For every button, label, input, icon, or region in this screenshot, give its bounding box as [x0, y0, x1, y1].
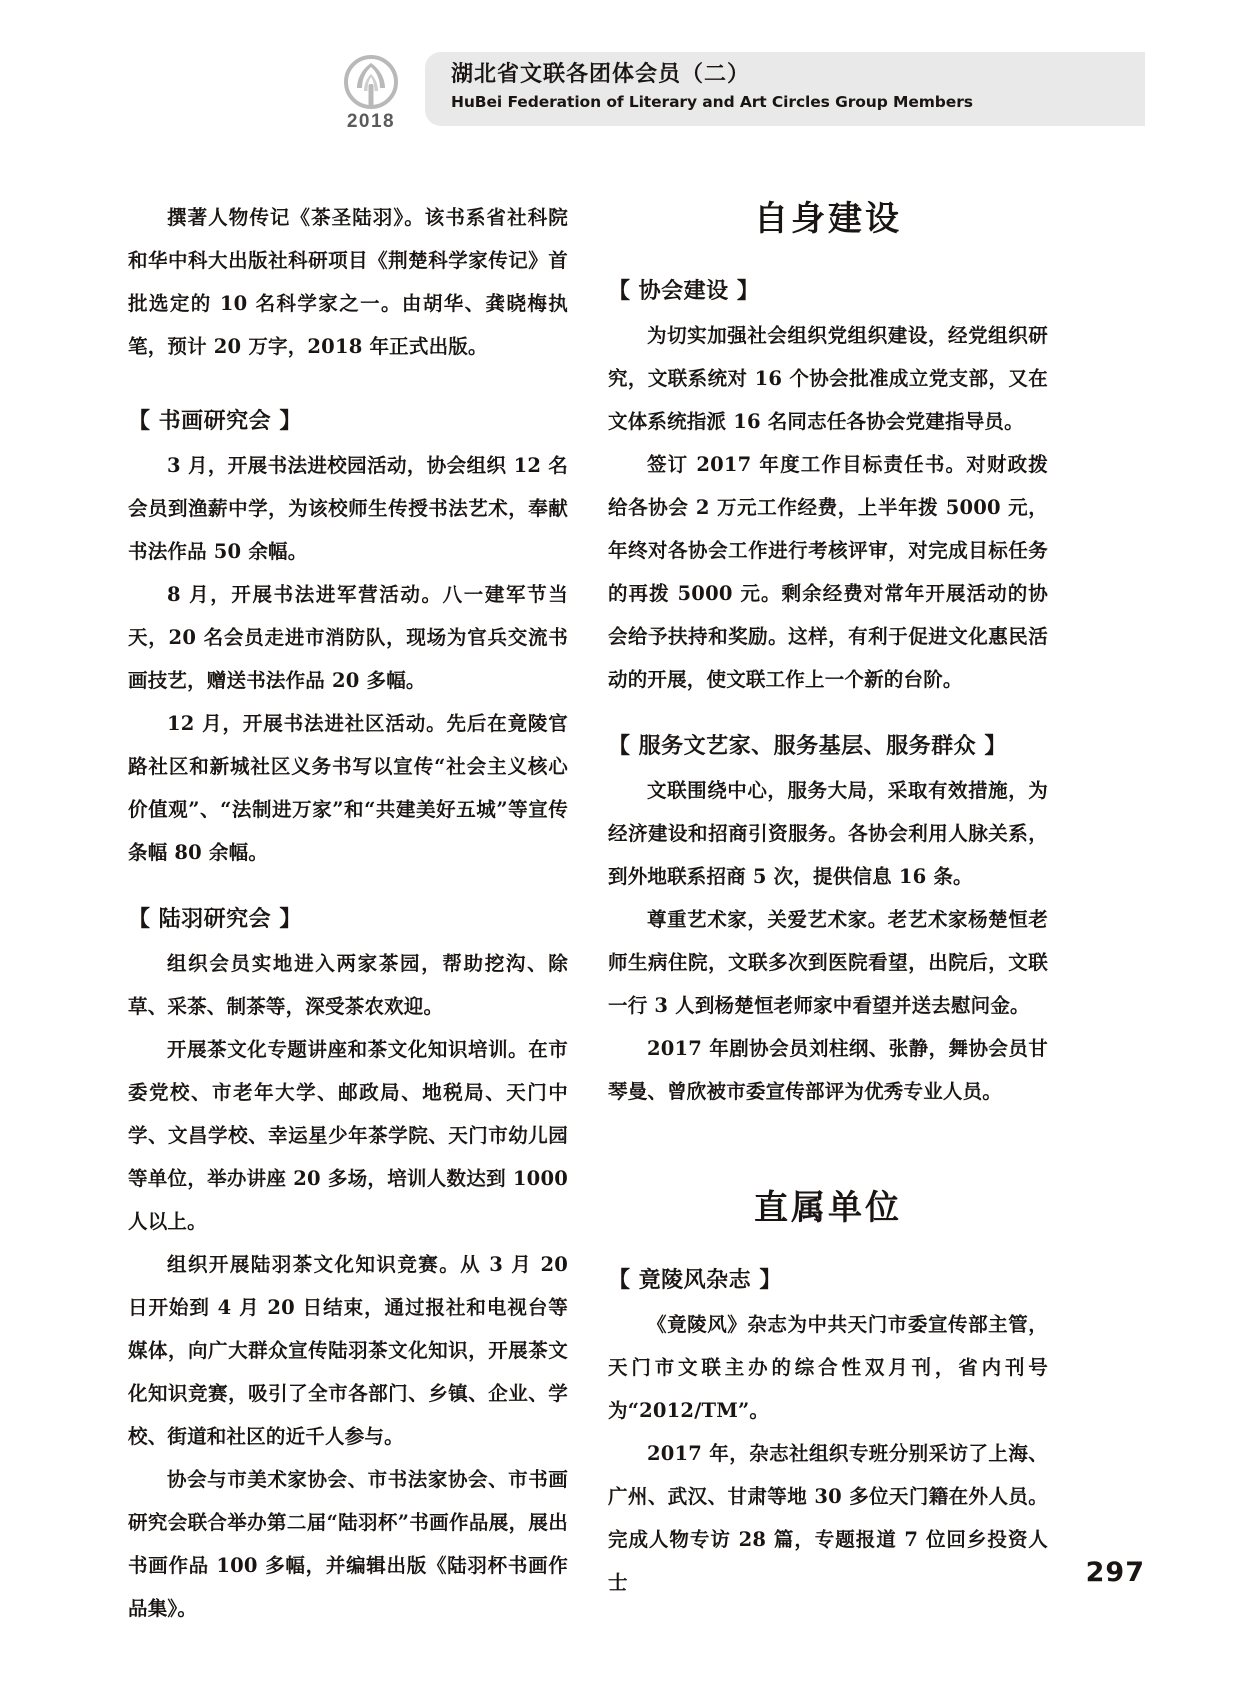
logo-block	[323, 52, 419, 133]
paragraph: 3 月，开展书法进校园活动，协会组织 12 名会员到渔薪中学，为该校师生传授书法艺术，奉献书法作品 50 余幅。	[128, 454, 568, 563]
paragraph: 12 月，开展书法进社区活动。先后在竟陵官路社区和新城社区义务书写以宣传“社会主义核心价值观”、“法制进万家”和“共建美好五城”等宣传条幅 80 余幅。	[128, 712, 568, 864]
major-section-title-zishen-jianshe: 自身建设	[754, 199, 902, 239]
paragraph: 组织开展陆羽茶文化知识竞赛。从 3 月 20 日开始到 4 月 20 日结束，通过报社和电视台等媒体，向广大群众宣传陆羽茶文化知识，开展茶文化知识竞赛，吸引了全市各部门、乡镇、企业、学校、街道和社区的近千人参与。	[128, 1253, 568, 1448]
logo-year: 2018	[346, 111, 396, 132]
section-heading-luyu-yanjiuhui: 【 陆羽研究会 】	[128, 907, 302, 932]
section-heading-fuwu-wenyijia: 【 服务文艺家、服务基层、服务群众 】	[608, 734, 1007, 759]
paragraph: 尊重艺术家，关爱艺术家。老艺术家杨楚恒老师生病住院，文联多次到医院看望，出院后，文联一行 3 人到杨楚恒老师家中看望并送去慰问金。	[608, 908, 1048, 1017]
header-banner	[425, 52, 1145, 126]
paragraph: 协会与市美术家协会、市书法家协会、市书画研究会联合举办第二届“陆羽杯”书画作品展，展出书画作品 100 多幅，并编辑出版《陆羽杯书画作品集》。	[128, 1468, 568, 1620]
paragraph: 撰著人物传记《茶圣陆羽》。该书系省社科院和华中科大出版社科研项目《荆楚科学家传记》首批选定的 10 名科学家之一。由胡华、龚晓梅执笔，预计 20 万字，2018 年正式出版。	[128, 206, 568, 358]
paragraph: 为切实加强社会组织党组织建设，经党组织研究，文联系统对 16 个协会批准成立党支部，又在文体系统指派 16 名同志任各协会党建指导员。	[608, 324, 1048, 433]
header-inner	[323, 52, 1145, 133]
paragraph: 8 月，开展书法进军营活动。八一建军节当天，20 名会员走进市消防队，现场为官兵交流书画技艺，赠送书法作品 20 多幅。	[128, 583, 568, 692]
paragraph: 2017 年剧协会员刘柱纲、张静，舞协会员甘琴曼、曾欣被市委宣传部评为优秀专业人员。	[608, 1037, 1048, 1103]
header-title-english: HuBei Federation of Literary and Art Circles Group Members	[451, 92, 973, 111]
paragraph: 2017 年，杂志社组织专班分别采访了上海、广州、武汉、甘肃等地 30 多位天门籍在外人员。完成人物专访 28 篇，专题报道 7 位回乡投资人士	[608, 1442, 1048, 1594]
paragraph: 开展茶文化专题讲座和茶文化知识培训。在市委党校、市老年大学、邮政局、地税局、天门中学、文昌学校、幸运星少年茶学院、天门市幼儿园等单位，举办讲座 20 多场，培训人数达到 1000 人以上。	[128, 1038, 568, 1233]
major-section-title-zhishu-danwei: 直属单位	[754, 1188, 902, 1228]
paragraph: 《竟陵风》杂志为中共天门市委宣传部主管，天门市文联主办的综合性双月刊，省内刊号为“2012/TM”。	[608, 1313, 1048, 1422]
paragraph: 文联围绕中心，服务大局，采取有效措施，为经济建设和招商引资服务。各协会利用人脉关系，到外地联系招商 5 次，提供信息 16 条。	[608, 779, 1048, 888]
header-title-chinese: 湖北省文联各团体会员（二）	[451, 62, 751, 87]
left-column	[128, 196, 568, 1630]
paragraph: 组织会员实地进入两家茶园，帮助挖沟、除草、采茶、制茶等，深受茶农欢迎。	[128, 952, 568, 1018]
page-number: 297	[1085, 1557, 1145, 1588]
section-heading-xiehui-jianshe: 【 协会建设 】	[608, 279, 760, 304]
section-heading-shuhua-yanjiuhui: 【 书画研究会 】	[128, 409, 302, 434]
paragraph: 签订 2017 年度工作目标责任书。对财政拨给各协会 2 万元工作经费，上半年拨 5000 元，年终对各协会工作进行考核评审，对完成目标任务的再拨 5000 元。剩余经费对常年开展活动的协会给予扶持和奖励。这样，有利于促进文化惠民活动的开展，使文联工作上一个新的台阶。	[608, 453, 1048, 691]
page-header	[0, 52, 1241, 138]
right-column	[608, 196, 1048, 1604]
federation-emblem-icon	[343, 54, 399, 110]
section-heading-jinglingfeng-zazhi: 【 竟陵风杂志 】	[608, 1268, 782, 1293]
